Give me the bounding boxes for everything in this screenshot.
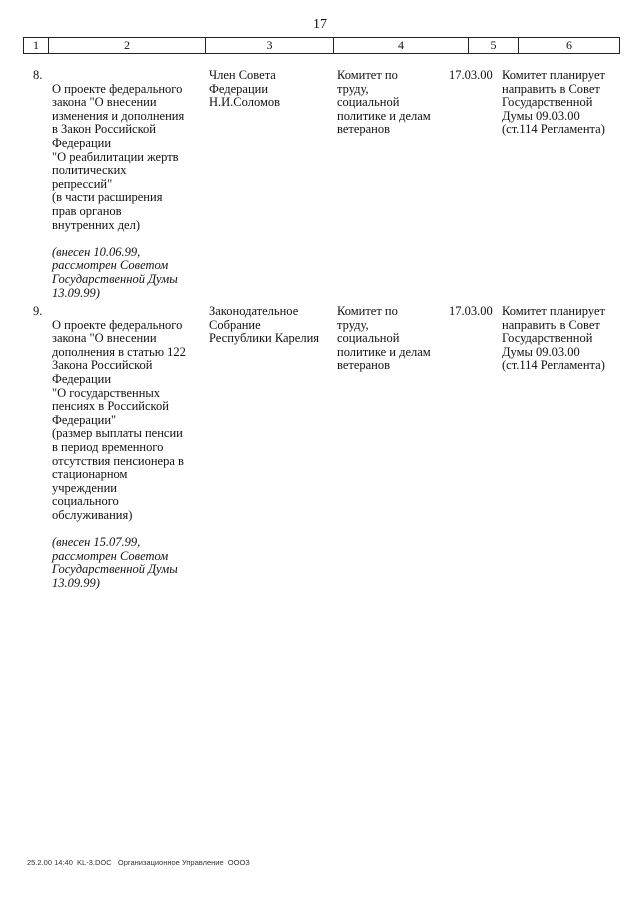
responsible-committee: Комитет по труду, социальной политике и делам ветеранов [337, 68, 431, 137]
bill-author: Законодательное Собрание Республики Карелия [209, 304, 320, 346]
responsible-committee: Комитет по труду, социальной политике и делам ветеранов [337, 304, 431, 373]
column-number-header [23, 37, 620, 54]
review-date: 17.03.00 [449, 68, 493, 82]
bill-title: О проекте федерального закона "О внесении дополнения в статью 122 Закона Российской Федерации "О государственных пенсиях в Российской Федерации" (размер выплаты пенсии в период временного отсутствия пенсионера в стационарном учреждении социального обслуживания) [52, 317, 186, 522]
column-number-4: 4 [334, 38, 469, 53]
column-number-5: 5 [469, 38, 519, 53]
document-footer: 25.2.00 14:40 KL-3.DOC Организационное Управление ОООЗ [27, 858, 250, 867]
committee-note: Комитет планирует направить в Совет Государственной Думы 09.03.00 (ст.114 Регламента) [502, 68, 605, 137]
column-number-3: 3 [206, 38, 334, 53]
bill-title-cell [52, 69, 208, 314]
bill-author: Член Совета Федерации Н.И.Соломов [209, 68, 281, 110]
page-number: 17 [313, 17, 327, 32]
column-number-6: 6 [566, 38, 572, 52]
review-date: 17.03.00 [449, 304, 493, 318]
column-number-2: 2 [49, 38, 206, 53]
bill-title: О проекте федерального закона "О внесении изменения и дополнения в Закон Российской Федерации "О реабилитации жертв политических репрессий" (в части расширения прав органов внутренних дел) [52, 81, 185, 232]
bill-status: (внесен 15.07.99, рассмотрен Советом Государственной Думы 13.09.99) [52, 535, 178, 590]
bill-status: (внесен 10.06.99, рассмотрен Советом Государственной Думы 13.09.99) [52, 244, 178, 300]
bill-title-cell [52, 305, 208, 604]
committee-note: Комитет планирует направить в Совет Государственной Думы 09.03.00 (ст.114 Регламента) [502, 304, 605, 373]
row-number: 8. [33, 68, 43, 82]
column-number-1: 1 [24, 38, 49, 53]
row-number: 9. [33, 304, 43, 318]
